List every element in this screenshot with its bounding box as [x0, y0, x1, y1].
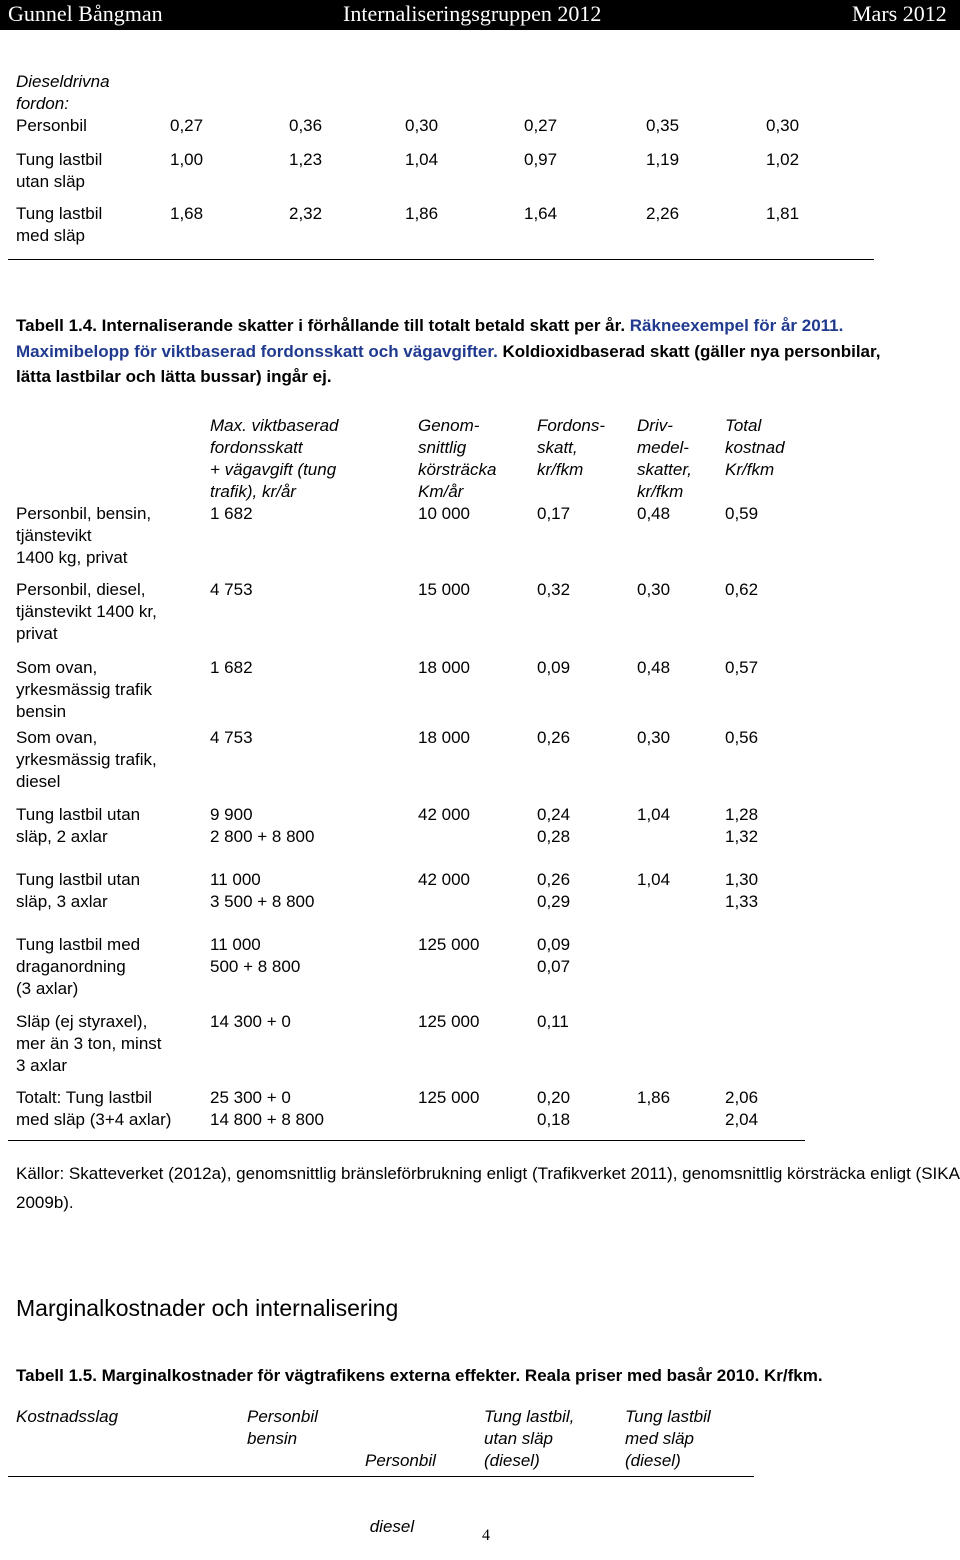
cell-line: 0,07 — [537, 957, 571, 976]
table-cell: 1,23 — [289, 150, 323, 169]
header-line: Tung lastbil — [625, 1407, 711, 1426]
cell-line: 1,32 — [725, 827, 759, 846]
table-cell — [725, 804, 758, 848]
column-header-fordonsskatt — [537, 415, 605, 481]
header-line: Kr/fkm — [725, 460, 775, 479]
page-number: 4 — [482, 1527, 490, 1544]
cell-line: 2,06 — [725, 1088, 759, 1107]
label-line: tjänstevikt 1400 kr, — [16, 602, 157, 621]
table-cell — [537, 869, 570, 913]
column-header-km — [418, 415, 496, 503]
table-caption: Tabell 1.5. Marginalkostnader för vägtrafikens externa effekter. Reala priser med basår 2010. Kr/fkm. — [16, 1366, 823, 1385]
cell-line: 2,04 — [725, 1110, 759, 1129]
table-cell: 0,27 — [170, 116, 204, 135]
header-line: Driv- — [637, 416, 673, 435]
table-caption — [16, 313, 916, 390]
table-cell: 0,27 — [524, 116, 558, 135]
cell-line: 11 000 — [210, 870, 261, 889]
header-line: + vägavgift (tung — [210, 460, 337, 479]
table-cell — [210, 934, 300, 978]
column-header-max — [210, 415, 339, 503]
label-line: släp, 2 axlar — [16, 827, 108, 846]
caption-part-highlight: Räkneexempel för år 2011. Maximibelopp för viktbaserad fordonsskatt och vägavgifter. — [16, 316, 844, 361]
table-cell: 125 000 — [418, 935, 480, 954]
table-cell: 0,59 — [725, 504, 759, 523]
label-line: Tung lastbil utan — [16, 805, 141, 824]
cell-line: 11 000 — [210, 935, 261, 954]
label-line: Släp (ej styraxel), — [16, 1012, 148, 1031]
header-line: Max. viktbaserad — [210, 416, 339, 435]
table-cell: 1,00 — [170, 150, 204, 169]
label-line: mer än 3 ton, minst — [16, 1034, 162, 1053]
label-line: bensin — [16, 702, 67, 721]
table-cell: 0,35 — [646, 116, 680, 135]
caption-part: Tabell 1.4. Internaliserande skatter i förhållande till totalt betald skatt per år. — [16, 316, 630, 335]
table-cell: 0,48 — [637, 658, 671, 677]
sources-note: Källor: Skatteverket (2012a), genomsnittlig bränsleförbrukning enligt (Trafikverket 2011), genomsnittlig körsträcka enligt (SIKA 2009b). — [16, 1164, 960, 1212]
table-cell: 4 753 — [210, 728, 253, 747]
header-line: kostnad — [725, 438, 785, 457]
label-line: 3 axlar — [16, 1056, 68, 1075]
table-cell: 1,86 — [637, 1088, 671, 1107]
table-cell: 0,56 — [725, 728, 759, 747]
header-line: kr/fkm — [537, 460, 584, 479]
table-bottom-rule — [8, 1140, 805, 1141]
table-cell — [210, 804, 314, 848]
table-cell: 1,19 — [646, 150, 680, 169]
column-header-personbil-bensin — [247, 1406, 318, 1450]
table-bottom-rule — [8, 259, 874, 260]
row-label — [16, 1011, 162, 1077]
table-cell: 0,32 — [537, 580, 571, 599]
row-label: Tung lastbil — [16, 150, 103, 169]
header-line: skatter, — [637, 460, 692, 479]
table-cell — [725, 1087, 758, 1131]
label-line: Som ovan, — [16, 658, 98, 677]
table-header-rule — [8, 1476, 754, 1477]
row-label — [16, 657, 152, 723]
label-line: Tung lastbil utan — [16, 870, 141, 889]
header-line: snittlig — [418, 438, 467, 457]
row-label — [16, 503, 151, 569]
header-line: (diesel) — [625, 1451, 681, 1470]
header-line: Genom- — [418, 416, 480, 435]
cell-line: 0,18 — [537, 1110, 571, 1129]
table-cell: 1,64 — [524, 204, 558, 223]
label-line: Tung lastbil med — [16, 935, 141, 954]
label-line: Totalt: Tung lastbil — [16, 1088, 153, 1107]
cell-line: 0,28 — [537, 827, 571, 846]
cell-line: 0,26 — [537, 870, 571, 889]
table-cell: 0,11 — [537, 1012, 569, 1031]
header-line: Kostnadsslag — [16, 1407, 119, 1426]
label-line: Som ovan, — [16, 728, 98, 747]
row-label — [16, 934, 140, 1000]
header-line: Km/år — [418, 482, 464, 501]
row-label: utan släp — [16, 172, 85, 191]
table-cell: 1,02 — [766, 150, 800, 169]
column-header-lastbil-utan-slap — [484, 1406, 574, 1472]
label-line: yrkesmässig trafik — [16, 680, 153, 699]
table-cell — [537, 934, 570, 978]
table-cell: 1,04 — [637, 870, 671, 889]
cell-line: 25 300 + 0 — [210, 1088, 291, 1107]
row-label: Tung lastbil — [16, 204, 103, 223]
table-cell: 2,26 — [646, 204, 680, 223]
caption-part: Koldioxidbaserad skatt (gäller nya personbilar, lätta lastbilar och lätta bussar) ingår ej. — [16, 341, 881, 386]
header-group: Internaliseringsgruppen 2012 — [343, 1, 602, 26]
header-line: bensin — [247, 1429, 298, 1448]
table-cell — [725, 869, 758, 913]
row-label — [16, 869, 140, 913]
table-cell: 0,36 — [289, 116, 323, 135]
table-cell: 18 000 — [418, 658, 470, 677]
table-cell: 0,30 — [405, 116, 439, 135]
table-cell: 1,04 — [405, 150, 439, 169]
table-cell: 0,30 — [637, 580, 671, 599]
cell-line: 1,28 — [725, 805, 759, 824]
table-cell: 0,30 — [637, 728, 671, 747]
table-cell: 0,48 — [637, 504, 671, 523]
table-cell: 0,97 — [524, 150, 558, 169]
table-cell: 0,17 — [537, 504, 571, 523]
cell-line: 1,30 — [725, 870, 759, 889]
table-cell: 1,68 — [170, 204, 204, 223]
label-line: Personbil, diesel, — [16, 580, 146, 599]
table-cell: 0,09 — [537, 658, 571, 677]
table-cell — [210, 1087, 324, 1131]
header-date: Mars 2012 — [852, 1, 947, 26]
column-header-kostnadsslag — [16, 1406, 118, 1428]
cell-line: 0,24 — [537, 805, 571, 824]
cell-line: 3 500 + 8 800 — [210, 892, 315, 911]
cell-line: 9 900 — [210, 805, 253, 824]
table-cell: 0,57 — [725, 658, 759, 677]
table-cell — [210, 869, 314, 913]
header-line: med släp — [625, 1429, 694, 1448]
row-label — [16, 804, 140, 848]
label-line: med släp (3+4 axlar) — [16, 1110, 172, 1129]
label-line: yrkesmässig trafik, — [16, 750, 157, 769]
header-author: Gunnel Bångman — [8, 1, 163, 26]
table-cell: 125 000 — [418, 1012, 480, 1031]
section-label: Dieseldrivna — [16, 72, 110, 91]
table-cell — [537, 804, 570, 848]
column-header-lastbil-med-slap — [625, 1406, 711, 1472]
table-cell: 0,62 — [725, 580, 759, 599]
cell-line: 1,33 — [725, 892, 759, 911]
label-line: draganordning — [16, 957, 126, 976]
cell-line: 0,29 — [537, 892, 571, 911]
label-line: 1400 kg, privat — [16, 548, 128, 567]
table-cell: 1,04 — [637, 805, 671, 824]
running-header — [0, 0, 960, 30]
section-label: fordon: — [16, 94, 69, 113]
header-line: Total — [725, 416, 762, 435]
row-label: Personbil — [16, 116, 87, 135]
table-cell: 14 300 + 0 — [210, 1012, 291, 1031]
table-cell: 1,81 — [766, 204, 800, 223]
header-line: Tung lastbil, — [484, 1407, 575, 1426]
header-line: trafik), kr/år — [210, 482, 296, 501]
header-line: Personbil — [247, 1407, 318, 1426]
label-line: privat — [16, 624, 58, 643]
row-label — [16, 727, 157, 793]
column-header-total — [725, 415, 785, 481]
table-cell: 0,26 — [537, 728, 571, 747]
column-header-drivmedel — [637, 415, 692, 503]
header-line: fordonsskatt — [210, 438, 303, 457]
header-line: körsträcka — [418, 460, 497, 479]
header-line: Fordons- — [537, 416, 606, 435]
cell-line: 2 800 + 8 800 — [210, 827, 315, 846]
cell-line: 14 800 + 8 800 — [210, 1110, 324, 1129]
table-cell: 18 000 — [418, 728, 470, 747]
row-label: med släp — [16, 226, 85, 245]
header-line: Personbil — [365, 1451, 436, 1470]
table-cell: 125 000 — [418, 1088, 480, 1107]
table-cell: 10 000 — [418, 504, 470, 523]
label-line: Personbil, bensin, — [16, 504, 152, 523]
table-cell — [537, 1087, 570, 1131]
row-label — [16, 579, 157, 645]
header-line: medel- — [637, 438, 689, 457]
table-cell: 42 000 — [418, 870, 470, 889]
header-line: kr/fkm — [637, 482, 684, 501]
header-line: skatt, — [537, 438, 578, 457]
table-cell: 42 000 — [418, 805, 470, 824]
column-header-personbil-diesel — [365, 1406, 436, 1560]
label-line: diesel — [16, 772, 61, 791]
table-cell: 15 000 — [418, 580, 470, 599]
table-cell: 0,30 — [766, 116, 800, 135]
label-line: släp, 3 axlar — [16, 892, 108, 911]
table-cell: 4 753 — [210, 580, 253, 599]
cell-line: 0,20 — [537, 1088, 571, 1107]
header-line: utan släp — [484, 1429, 553, 1448]
cell-line: 500 + 8 800 — [210, 957, 301, 976]
table-cell: 1 682 — [210, 658, 253, 677]
row-label — [16, 1087, 171, 1131]
table-cell: 1 682 — [210, 504, 253, 523]
header-line: (diesel) — [484, 1451, 540, 1470]
table-cell: 1,86 — [405, 204, 439, 223]
label-line: (3 axlar) — [16, 979, 79, 998]
header-line: diesel — [365, 1517, 415, 1536]
section-heading: Marginalkostnader och internalisering — [16, 1295, 399, 1321]
table-cell: 2,32 — [289, 204, 323, 223]
label-line: tjänstevikt — [16, 526, 92, 545]
cell-line: 0,09 — [537, 935, 571, 954]
